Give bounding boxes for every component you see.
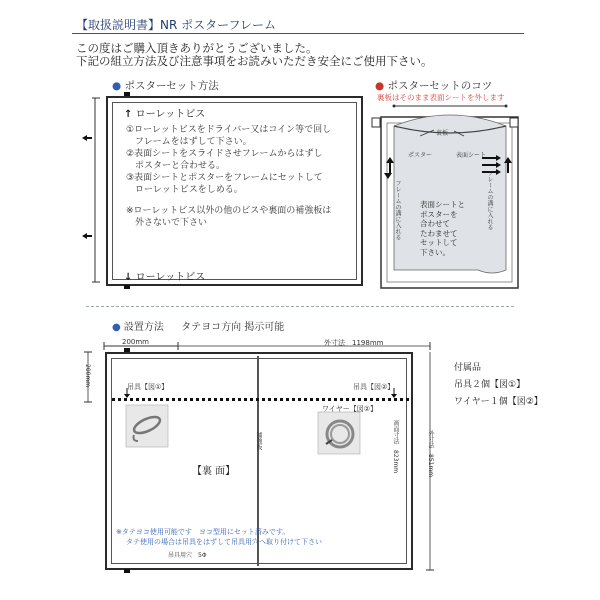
bullet-icon: ● <box>375 80 385 92</box>
tips-label-poster: ポスター <box>408 152 433 159</box>
arrow-up-icon: ↑ <box>124 109 133 120</box>
dim-inner-height: 画面寸法 823mm <box>392 420 399 474</box>
setup-steps <box>126 124 331 196</box>
dim-outer-height: 外寸法 851mm <box>427 430 434 478</box>
setup-side-brackets <box>78 96 108 288</box>
hanger-arrows <box>110 388 410 398</box>
bullet-icon: ● <box>112 80 122 92</box>
dim-200-top: 200mm <box>122 338 149 346</box>
hanging-hole-bottom: 吊具用穴 5Φ <box>168 552 207 559</box>
screw-bottom-label: ↓ ローレットビス <box>124 272 206 283</box>
warning-line: 外さないで下さい <box>126 218 208 228</box>
tips-label-back: 裏板 <box>436 130 449 137</box>
bullet-icon: ● <box>112 322 121 333</box>
screw-top-marker <box>124 92 130 96</box>
intro-line-1: この度はご購入頂きありがとうございました。 <box>76 41 318 55</box>
screw-bottom-marker <box>124 285 130 289</box>
accessory-item: 吊具２個【図①】 <box>454 380 526 390</box>
setup-step: ①ローレットビスをドライバー又はコイン等で回し <box>126 125 332 135</box>
tips-right-vertical: フレームの溝に入れる <box>486 170 493 230</box>
install-note-2: タテ使用の場合は吊具をはずして吊具用穴へ取り付けて下さい <box>126 538 322 546</box>
setup-step: フレームをはずして下さい。 <box>126 137 252 147</box>
warning-line: ※ローレットビス以外の他のビスや裏面の補強板は <box>126 206 332 216</box>
tips-label-sheet: 表面シート <box>456 152 487 159</box>
setup-step: ③表面シートとポスターをフレームにセットして <box>126 173 323 183</box>
setup-step: ②表面シートをスライドさせフレームからはずし <box>126 149 323 159</box>
hanging-hole-top-marker <box>124 348 130 352</box>
reinforce-label: 補強板 <box>255 432 262 450</box>
hanger-right-label: 吊具【図②】 <box>353 383 395 391</box>
back-side-label: 【裏 面】 <box>192 466 236 477</box>
dim-200-left: 200mm <box>84 364 91 388</box>
title-divider <box>72 33 524 34</box>
tips-heading <box>375 78 492 93</box>
dim-outer-width: 外寸法 1198mm <box>324 339 384 347</box>
setup-heading-text: ポスターセット方法 <box>124 80 219 92</box>
page-title: 【取扱説明書】NR ポスターフレーム <box>76 18 277 32</box>
wire-coil-icon <box>318 412 360 454</box>
setup-step: ローレットビスをしめる。 <box>126 185 243 195</box>
hanger-left-label: 吊具【図①】 <box>127 383 169 391</box>
install-subheading: タテヨコ方向 掲示可能 <box>181 322 285 333</box>
setup-step: ポスターと合わせる。 <box>126 161 226 171</box>
accessories-title: 付属品 <box>454 363 482 373</box>
screw-top-label: ↑ ローレットビス <box>124 109 206 120</box>
install-heading-text: 設置方法 <box>123 322 164 333</box>
install-note-1: ※タテヨコ使用可能です ヨコ型用にセット済みです。 <box>116 528 290 536</box>
hanging-hole-bottom-marker <box>124 569 130 573</box>
tips-center-text: 表面シートと ポスターを 合わせて たわませて セットして 下さい。 <box>420 200 465 257</box>
accessory-item: ワイヤー１個【図②】 <box>454 397 543 407</box>
setup-warning <box>126 205 331 229</box>
tips-note: 裏板はそのまま表面シートを外します <box>377 93 505 102</box>
section-divider <box>86 306 514 307</box>
setup-heading <box>112 78 219 93</box>
arrow-down-icon: ↓ <box>124 272 133 283</box>
install-heading <box>112 318 284 333</box>
tips-heading-text: ポスターセットのコツ <box>387 80 493 92</box>
wire-label: ワイヤー【図②】 <box>322 405 378 413</box>
intro-line-2: 下記の組立方法及び注意事項をお読みいただき安全にご使用下さい。 <box>76 54 433 68</box>
wire-chain <box>112 398 410 401</box>
tips-left-vertical: フレームの溝に入れる <box>394 180 401 240</box>
hook-icon <box>126 405 168 447</box>
